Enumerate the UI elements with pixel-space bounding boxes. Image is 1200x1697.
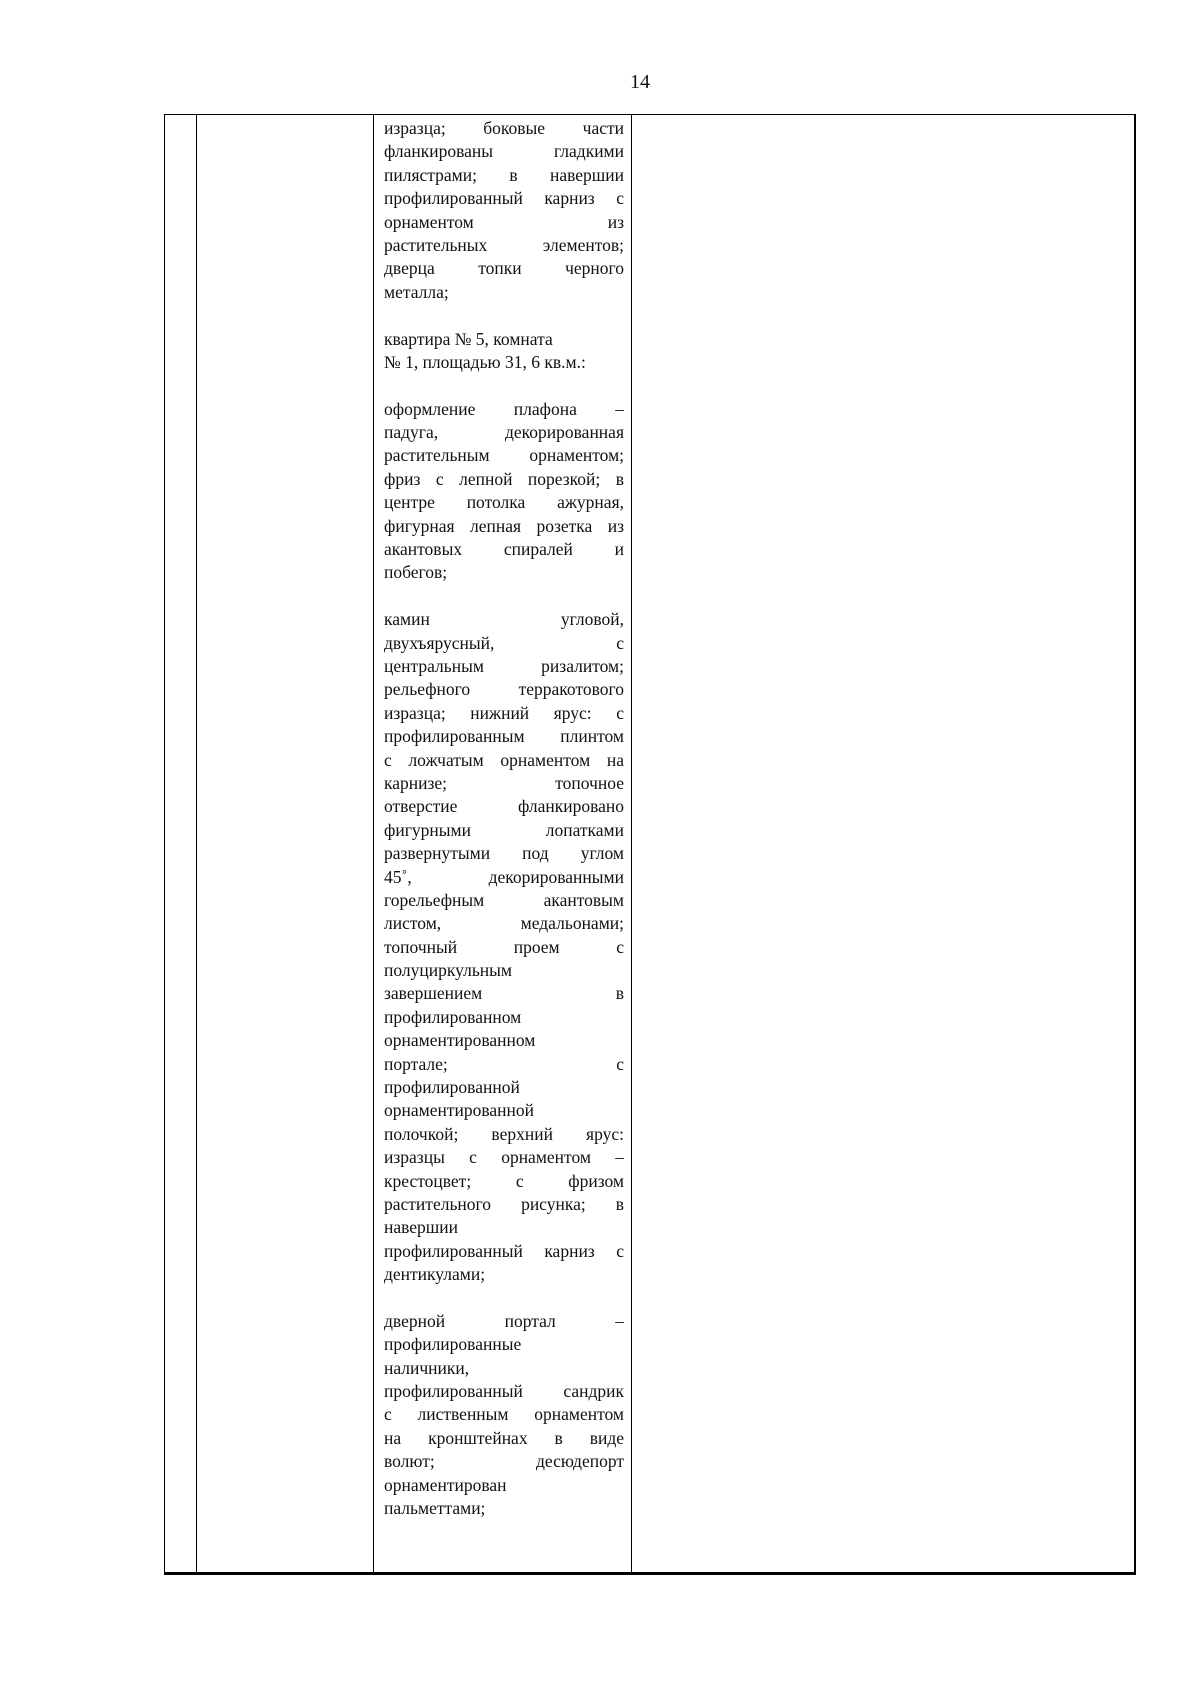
text-line: дентикулами; <box>384 1264 486 1285</box>
text-line: профилированные <box>384 1334 522 1355</box>
text-line: профилированном <box>384 1006 522 1027</box>
text-line: крестоцвет; с фризом <box>384 1170 624 1191</box>
page-number: 14 <box>630 71 650 93</box>
text-line: изразца; боковые части <box>384 118 624 138</box>
text-line: портале; с <box>384 1053 624 1074</box>
text-line: отверстие фланкировано <box>384 796 624 817</box>
text-line: орнаментом из <box>384 211 624 232</box>
text-line: с ложчатым орнаментом на <box>384 749 624 770</box>
text-line: профилированный карниз с <box>384 1240 624 1261</box>
cell-object-name <box>197 115 373 1572</box>
text-line: пальметтами; <box>384 1498 486 1519</box>
text-line: металла; <box>384 281 449 302</box>
paragraph-spacer <box>384 304 624 327</box>
text-line: растительным орнаментом; <box>384 445 624 466</box>
text-line: фланкированы гладкими <box>384 141 624 162</box>
text-line: профилированным плинтом <box>384 726 624 747</box>
text-line: карнизе; топочное <box>384 772 624 793</box>
heritage-table <box>164 114 1136 1575</box>
paragraph-spacer <box>384 585 624 608</box>
text-line: фигурными лопатками <box>384 819 624 840</box>
text-line: профилированной <box>384 1077 520 1098</box>
text-line: на кронштейнах в виде <box>384 1427 624 1448</box>
text-line: центре потолка ажурная, <box>384 492 624 513</box>
paragraph-ceiling-decoration <box>384 398 624 585</box>
text-line: орнаментированной <box>384 1100 534 1121</box>
text-line: орнаментирован <box>384 1474 507 1495</box>
text-line: побегов; <box>384 562 448 583</box>
text-line: полуциркульным <box>384 960 512 981</box>
text-line: фриз с лепной порезкой; в <box>384 468 624 489</box>
paragraph-spacer <box>384 1287 624 1310</box>
paragraph-apartment-heading <box>384 328 624 375</box>
paragraph-fireplace-description <box>384 608 624 1286</box>
text-line: двухъярусный, с <box>384 632 624 653</box>
text-line: оформление плафона – <box>384 398 624 419</box>
cell-protected-subject <box>374 115 631 1572</box>
text-line: наличники, <box>384 1357 470 1378</box>
text-line: 45˚, декорированными <box>384 866 624 887</box>
text-line: изразцы с орнаментом – <box>384 1147 624 1168</box>
text-line: растительного рисунка; в <box>384 1193 624 1214</box>
text-line: полочкой; верхний ярус: <box>384 1123 624 1144</box>
text-line: дверной портал – <box>384 1310 624 1331</box>
text-line: дверца топки черного <box>384 258 624 279</box>
text-line: горельефным акантовым <box>384 889 624 910</box>
text-line: с лиственным орнаментом <box>384 1404 624 1425</box>
text-line: № 1, площадью 31, 6 кв.м.: <box>384 351 586 372</box>
text-line: изразца; нижний ярус: с <box>384 702 624 723</box>
text-line: акантовых спиралей и <box>384 539 624 560</box>
text-line: топочный проем с <box>384 936 624 957</box>
text-line: развернутыми под углом <box>384 843 624 864</box>
text-line: навершии <box>384 1217 459 1238</box>
text-line: листом, медальонами; <box>384 913 624 934</box>
text-line: волют; десюдепорт <box>384 1451 624 1472</box>
text-line: профилированный карниз с <box>384 188 624 209</box>
text-line: центральным ризалитом; <box>384 655 624 676</box>
text-line: растительных элементов; <box>384 234 624 255</box>
cell-index <box>165 115 196 1572</box>
paragraph-continued-stove-description <box>384 117 624 304</box>
paragraph-spacer <box>384 374 624 397</box>
text-line: фигурная лепная розетка из <box>384 515 624 536</box>
paragraph-door-portal-description <box>384 1310 624 1521</box>
text-line: орнаментированном <box>384 1030 536 1051</box>
text-line: завершением в <box>384 983 624 1004</box>
text-line: профилированный сандрик <box>384 1381 624 1402</box>
protected-subject-description <box>384 117 624 1520</box>
text-line: камин угловой, <box>384 609 624 630</box>
text-line: квартира № 5, комната <box>384 328 553 349</box>
text-line: пилястрами; в навершии <box>384 164 624 185</box>
text-line: рельефного терракотового <box>384 679 624 700</box>
text-line: падуга, декорированная <box>384 422 624 443</box>
cell-photo-fixation <box>632 115 1134 1572</box>
